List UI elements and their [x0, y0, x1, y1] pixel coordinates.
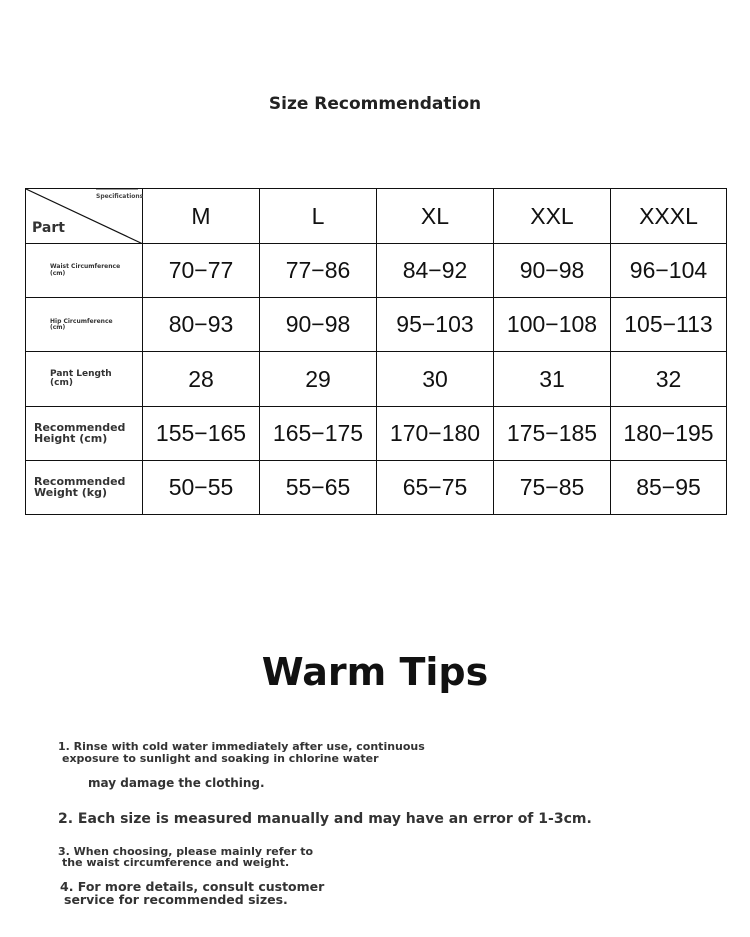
- size-header-xl: XL: [377, 189, 494, 244]
- row-label-waist: [26, 244, 143, 298]
- tip-1-line-3: may damage the clothing.: [88, 776, 265, 790]
- table-cell: 31: [494, 352, 611, 406]
- row-label-pant-length: [26, 352, 143, 406]
- size-header-xxxl: XXXL: [611, 189, 727, 244]
- size-header-xxl: XXL: [494, 189, 611, 244]
- tip-4-line-2: service for recommended sizes.: [64, 892, 288, 907]
- size-table: [25, 188, 727, 515]
- warm-tips-title: Warm Tips: [261, 650, 489, 694]
- row-label-line1: Hip Circumference: [50, 317, 113, 325]
- table-cell: 50−55: [143, 460, 260, 514]
- table-cell: 32: [611, 352, 727, 406]
- table-cell: 96−104: [611, 244, 727, 298]
- corner-cell: [26, 189, 143, 244]
- table-cell: 105−113: [611, 298, 727, 352]
- table-row: [26, 352, 727, 406]
- tip-3-line-1: 3. When choosing, please mainly refer to: [58, 845, 314, 858]
- table-cell: 28: [143, 352, 260, 406]
- row-label-line2: (cm): [50, 323, 66, 331]
- table-cell: 170−180: [377, 406, 494, 460]
- table-cell: 55−65: [260, 460, 377, 514]
- row-label-line1: Recommended: [34, 474, 126, 488]
- table-cell: 77−86: [260, 244, 377, 298]
- table-row: [26, 244, 727, 298]
- page-title: Size Recommendation: [268, 94, 482, 114]
- table-cell: 70−77: [143, 244, 260, 298]
- part-label: Part: [32, 220, 65, 236]
- table-cell: 90−98: [494, 244, 611, 298]
- table-row: [26, 298, 727, 352]
- tip-3-line-2: the waist circumference and weight.: [62, 856, 290, 869]
- table-cell: 180−195: [611, 406, 727, 460]
- table-cell: 75−85: [494, 460, 611, 514]
- tip-1-line-2: exposure to sunlight and soaking in chlorine water: [62, 752, 379, 765]
- row-label-line2: (cm): [50, 269, 66, 277]
- row-label-weight: [26, 460, 143, 514]
- table-cell: 29: [260, 352, 377, 406]
- size-header-l: L: [260, 189, 377, 244]
- table-row: [26, 460, 727, 514]
- table-header-row: [26, 189, 727, 244]
- row-label-line1: Pant Length: [50, 368, 112, 379]
- table-cell: 30: [377, 352, 494, 406]
- row-label-line2: Weight (kg): [34, 486, 108, 500]
- table-cell: 85−95: [611, 460, 727, 514]
- table-cell: 95−103: [377, 298, 494, 352]
- row-label-height: [26, 406, 143, 460]
- table-row: [26, 406, 727, 460]
- specifications-label: Specifications: [96, 193, 144, 200]
- tip-1-line-1: 1. Rinse with cold water immediately after use, continuous: [58, 740, 425, 753]
- table-cell: 80−93: [143, 298, 260, 352]
- table-cell: 100−108: [494, 298, 611, 352]
- table-cell: 65−75: [377, 460, 494, 514]
- tip-4-line-1: 4. For more details, consult customer: [60, 879, 325, 894]
- table-cell: 90−98: [260, 298, 377, 352]
- table-cell: 175−185: [494, 406, 611, 460]
- size-header-m: M: [143, 189, 260, 244]
- tip-2: 2. Each size is measured manually and may have an error of 1-3cm.: [58, 811, 592, 827]
- row-label-line1: Recommended: [34, 420, 126, 434]
- table-cell: 165−175: [260, 406, 377, 460]
- row-label-line2: (cm): [50, 378, 73, 389]
- row-label-hip: [26, 298, 143, 352]
- table-cell: 84−92: [377, 244, 494, 298]
- table-cell: 155−165: [143, 406, 260, 460]
- row-label-line1: Waist Circumference: [50, 263, 121, 271]
- row-label-line2: Height (cm): [34, 432, 108, 446]
